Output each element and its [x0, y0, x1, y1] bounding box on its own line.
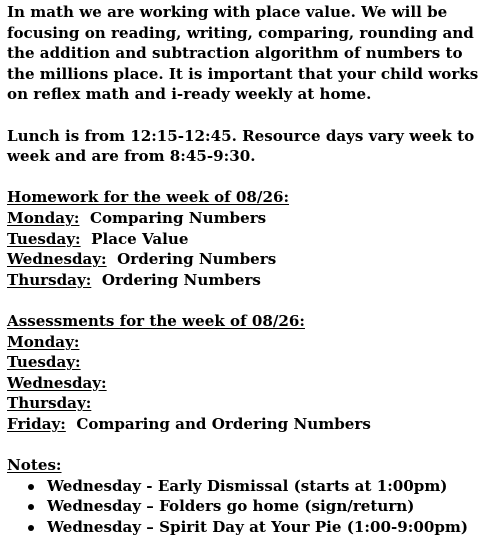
lunch-paragraph: Lunch is from 12:15-12:45. Resource days vary week to week and are from 8:45-9:30. [7, 126, 475, 166]
homework-day: Thursday: [7, 270, 92, 289]
assessment-row [7, 393, 481, 414]
homework-row [7, 270, 481, 291]
homework-heading: Homework for the week of 08/26: [7, 188, 290, 207]
assessment-day: Wednesday: [7, 373, 107, 392]
assessment-row [7, 332, 481, 353]
notes-heading: Notes: [7, 456, 62, 475]
spacer [7, 290, 481, 311]
assessment-task: Comparing and Ordering Numbers [65, 414, 371, 433]
assessment-row [7, 414, 481, 435]
homework-task: Ordering Numbers [106, 250, 277, 269]
homework-day: Tuesday: [7, 229, 81, 248]
assessments-heading: Assessments for the week of 08/26: [7, 311, 305, 330]
note-text: Wednesday – Folders go home (sign/return) [47, 497, 415, 516]
assessment-day: Monday: [7, 332, 80, 351]
newsletter-page [7, 2, 481, 537]
homework-section [7, 187, 481, 290]
assessment-row [7, 373, 481, 394]
homework-day: Wednesday: [7, 250, 107, 269]
assessments-section [7, 311, 481, 435]
homework-task: Comparing Numbers [79, 208, 267, 227]
bullet-icon [28, 504, 34, 510]
assessment-day: Friday: [7, 414, 66, 433]
assessment-row [7, 352, 481, 373]
assessment-day: Thursday: [7, 394, 92, 413]
homework-task: Place Value [80, 229, 189, 248]
bullet-icon [28, 484, 34, 490]
spacer [7, 105, 481, 126]
note-item [7, 517, 481, 538]
note-item [7, 476, 481, 497]
note-text: Wednesday - Early Dismissal (starts at 1:00pm) [47, 476, 448, 495]
homework-row [7, 229, 481, 250]
notes-list [7, 476, 481, 538]
homework-row [7, 249, 481, 270]
homework-task: Ordering Numbers [91, 270, 261, 289]
note-item [7, 496, 481, 517]
homework-row [7, 208, 481, 229]
note-text: Wednesday – Spirit Day at Your Pie (1:00-9:00pm) [47, 517, 468, 536]
assessment-day: Tuesday: [7, 353, 81, 372]
notes-section [7, 455, 481, 537]
homework-day: Monday: [7, 208, 80, 227]
spacer [7, 167, 481, 188]
math-paragraph: In math we are working with place value. We will be focusing on reading, writing, comparing, rounding and the addition and subtraction algorithm of numbers to the millions place. It is important that your child works on reflex math and i-ready weekly at home. [7, 3, 479, 104]
bullet-icon [28, 525, 34, 531]
spacer [7, 434, 481, 455]
